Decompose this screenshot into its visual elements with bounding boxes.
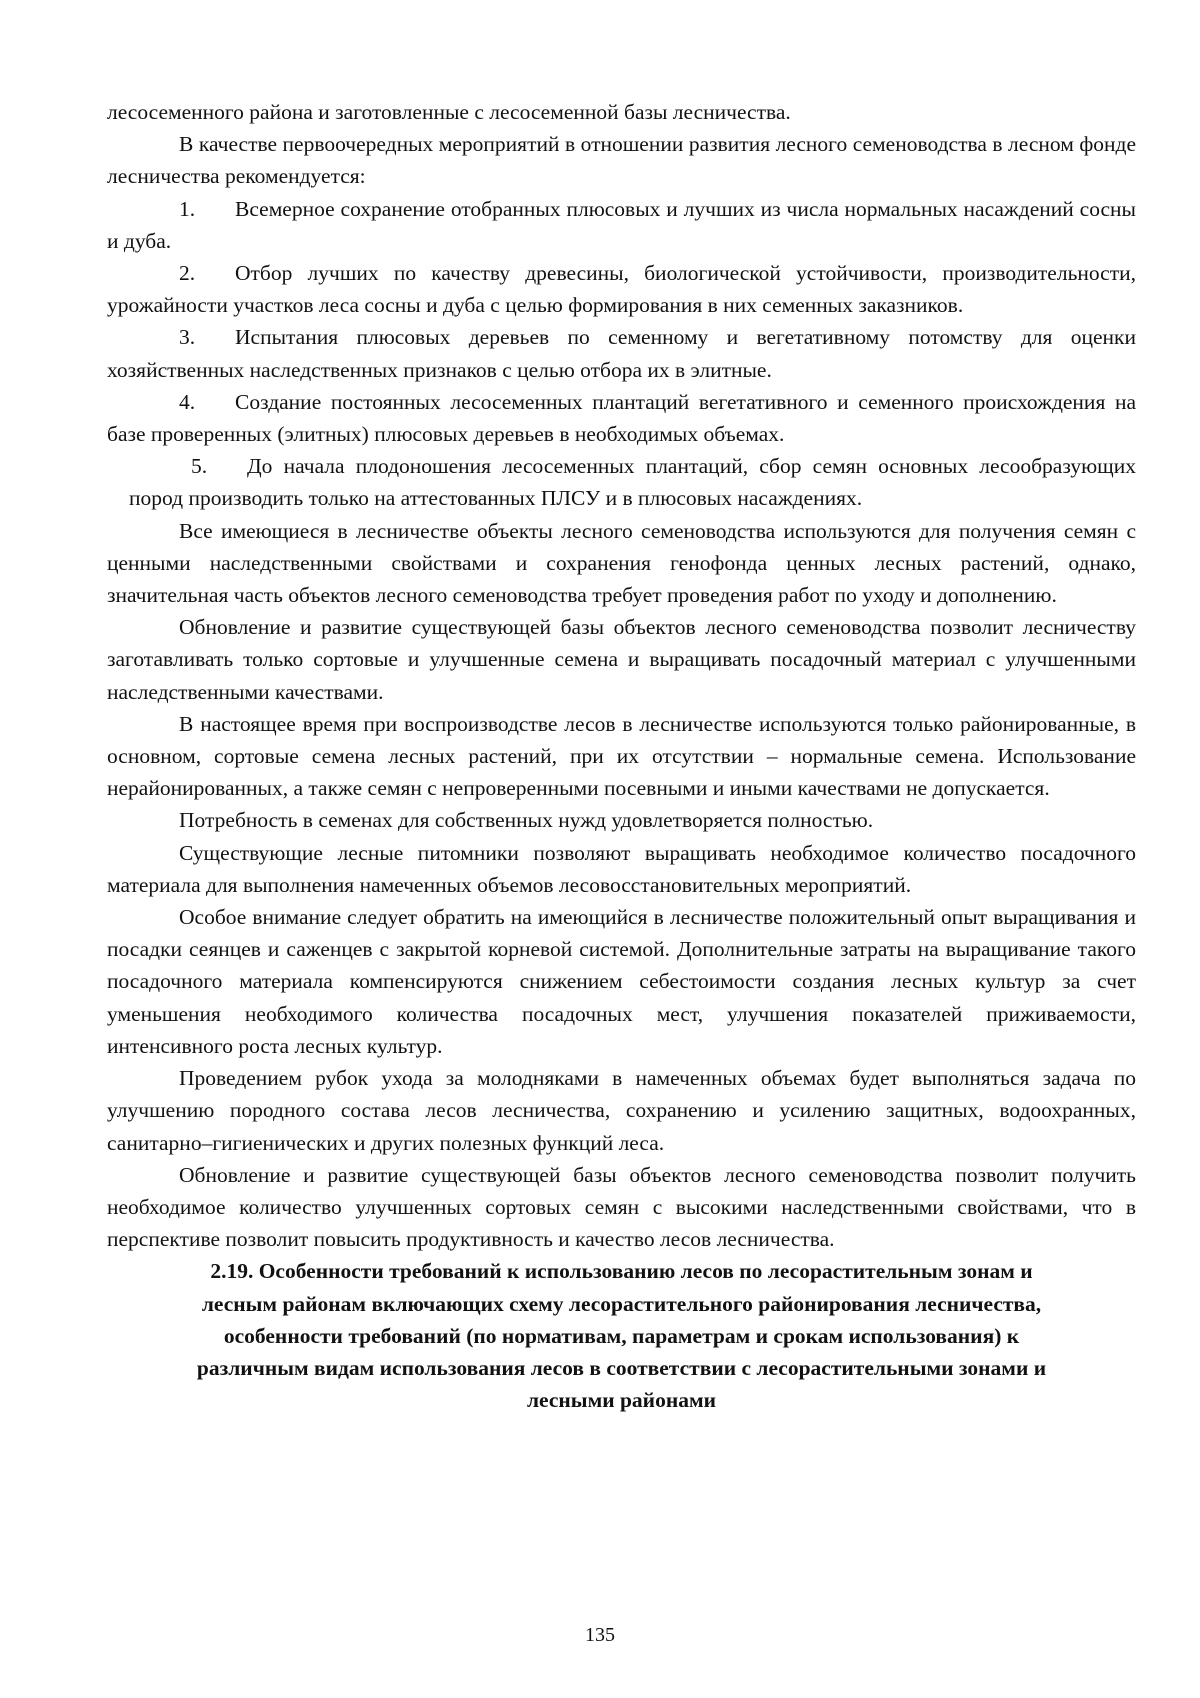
page-number: 135 — [585, 1624, 615, 1646]
list-item-number: 5. — [191, 454, 208, 479]
list-item-text: Создание постоянных лесосеменных плантаций вегетативного и семенного происхождения на базе проверенных (элитных) плюсовых деревьев в необходимых объемах. — [107, 389, 1136, 447]
list-item-text: Испытания плюсовых деревьев по семенному и вегетативному потомству для оценки хозяйственных наследственных признаков с целью отбора их в элитные. — [107, 325, 1136, 382]
section-heading — [107, 1255, 1136, 1416]
list-item-number: 2. — [179, 261, 196, 286]
list-item-number: 4. — [179, 389, 196, 414]
paragraph: Проведением рубок ухода за молодняками в намеченных объемах будет выполняться задача по улучшению породного состава лесов лесничества, сохранению и усилению защитных, водоохранных, санитарно–гигиенических и других полезных функций леса. — [107, 1066, 1136, 1155]
section-heading-line: особенности требований (по нормативам, параметрам и срокам использования) к — [223, 1323, 1020, 1348]
list-item-text: До начала плодоношения лесосеменных плантаций, сбор семян основных лесообразующих пород производить только на аттестованных ПЛСУ и в плюсовых насаждениях. — [129, 454, 1136, 511]
paragraph: Особое внимание следует обратить на имеющийся в лесничестве положительный опыт выращивания и посадки сеянцев и саженцев с закрытой корневой системой. Дополнительные затраты на выращивание такого посадочного материала компенсируются снижением себестоимости создания лесных культур за счет уменьшения необходимого количества посадочных мест, улучшения показателей приживаемости, интенсивного роста лесных культур. — [107, 905, 1136, 1058]
section-heading-line: 2.19. Особенности требований к использованию лесов по лесорастительным зонам и — [210, 1259, 1033, 1284]
document-page — [107, 96, 1136, 1416]
section-heading-line: лесным районам включающих схему лесорастительного районирования лесничества, — [201, 1291, 1042, 1316]
list-item — [107, 450, 1136, 514]
section-heading-line: лесными районами — [526, 1388, 716, 1413]
paragraph: Обновление и развитие существующей базы объектов лесного семеноводства позволит лесничеству заготавливать только сортовые и улучшенные семена и выращивать посадочный материал с улучшенными наследственными качествами. — [107, 615, 1136, 704]
paragraph: Обновление и развитие существующей базы объектов лесного семеноводства позволит получить необходимое количество улучшенных сортовых семян с высокими наследственными свойствами, что в перспективе позволит повысить продуктивность и качество лесов лесничества. — [107, 1162, 1136, 1252]
list-item-number: 1. — [179, 196, 196, 221]
list-item-text: Отбор лучших по качеству древесины, биологической устойчивости, производительности, урожайности участков леса сосны и дуба с целью формирования в них семенных заказников. — [107, 261, 1136, 318]
list-item-text: Всемерное сохранение отобранных плюсовых и лучших из числа нормальных насаждений сосны и дуба. — [107, 196, 1136, 253]
paragraph: В настоящее время при воспроизводстве лесов в лесничестве используются только районированные, в основном, сортовые семена лесных растений, при их отсутствии – нормальные семена. Использование нерайонированных, а также семян с непроверенными посевными и иными качествами не допускается. — [107, 711, 1136, 801]
paragraph: Все имеющиеся в лесничестве объекты лесного семеноводства используются для получения семян с ценными наследственными свойствами и сохранения генофонда ценных лесных растений, однако, значительная часть объектов лесного семеноводства требует проведения работ по уходу и дополнению. — [107, 518, 1136, 608]
paragraph-continuation: лесосеменного района и заготовленные с лесосеменной базы лесничества. — [107, 100, 791, 124]
paragraph: Потребность в семенах для собственных нужд удовлетворяется полностью. — [179, 808, 874, 833]
list-item — [107, 386, 1136, 450]
list-item-number: 3. — [179, 325, 196, 350]
list-item — [107, 257, 1136, 321]
paragraph: Существующие лесные питомники позволяют выращивать необходимое количество посадочного материала для выполнения намеченных объемов лесовосстановительных мероприятий. — [107, 840, 1136, 897]
paragraph-intro: В качестве первоочередных мероприятий в отношении развития лесного семеноводства в лесном фонде лесничества рекомендуется: — [107, 132, 1136, 189]
list-item — [107, 321, 1136, 385]
list-item — [107, 193, 1136, 257]
section-heading-line: различным видам использования лесов в соответствии с лесорастительными зонами и — [196, 1355, 1047, 1380]
